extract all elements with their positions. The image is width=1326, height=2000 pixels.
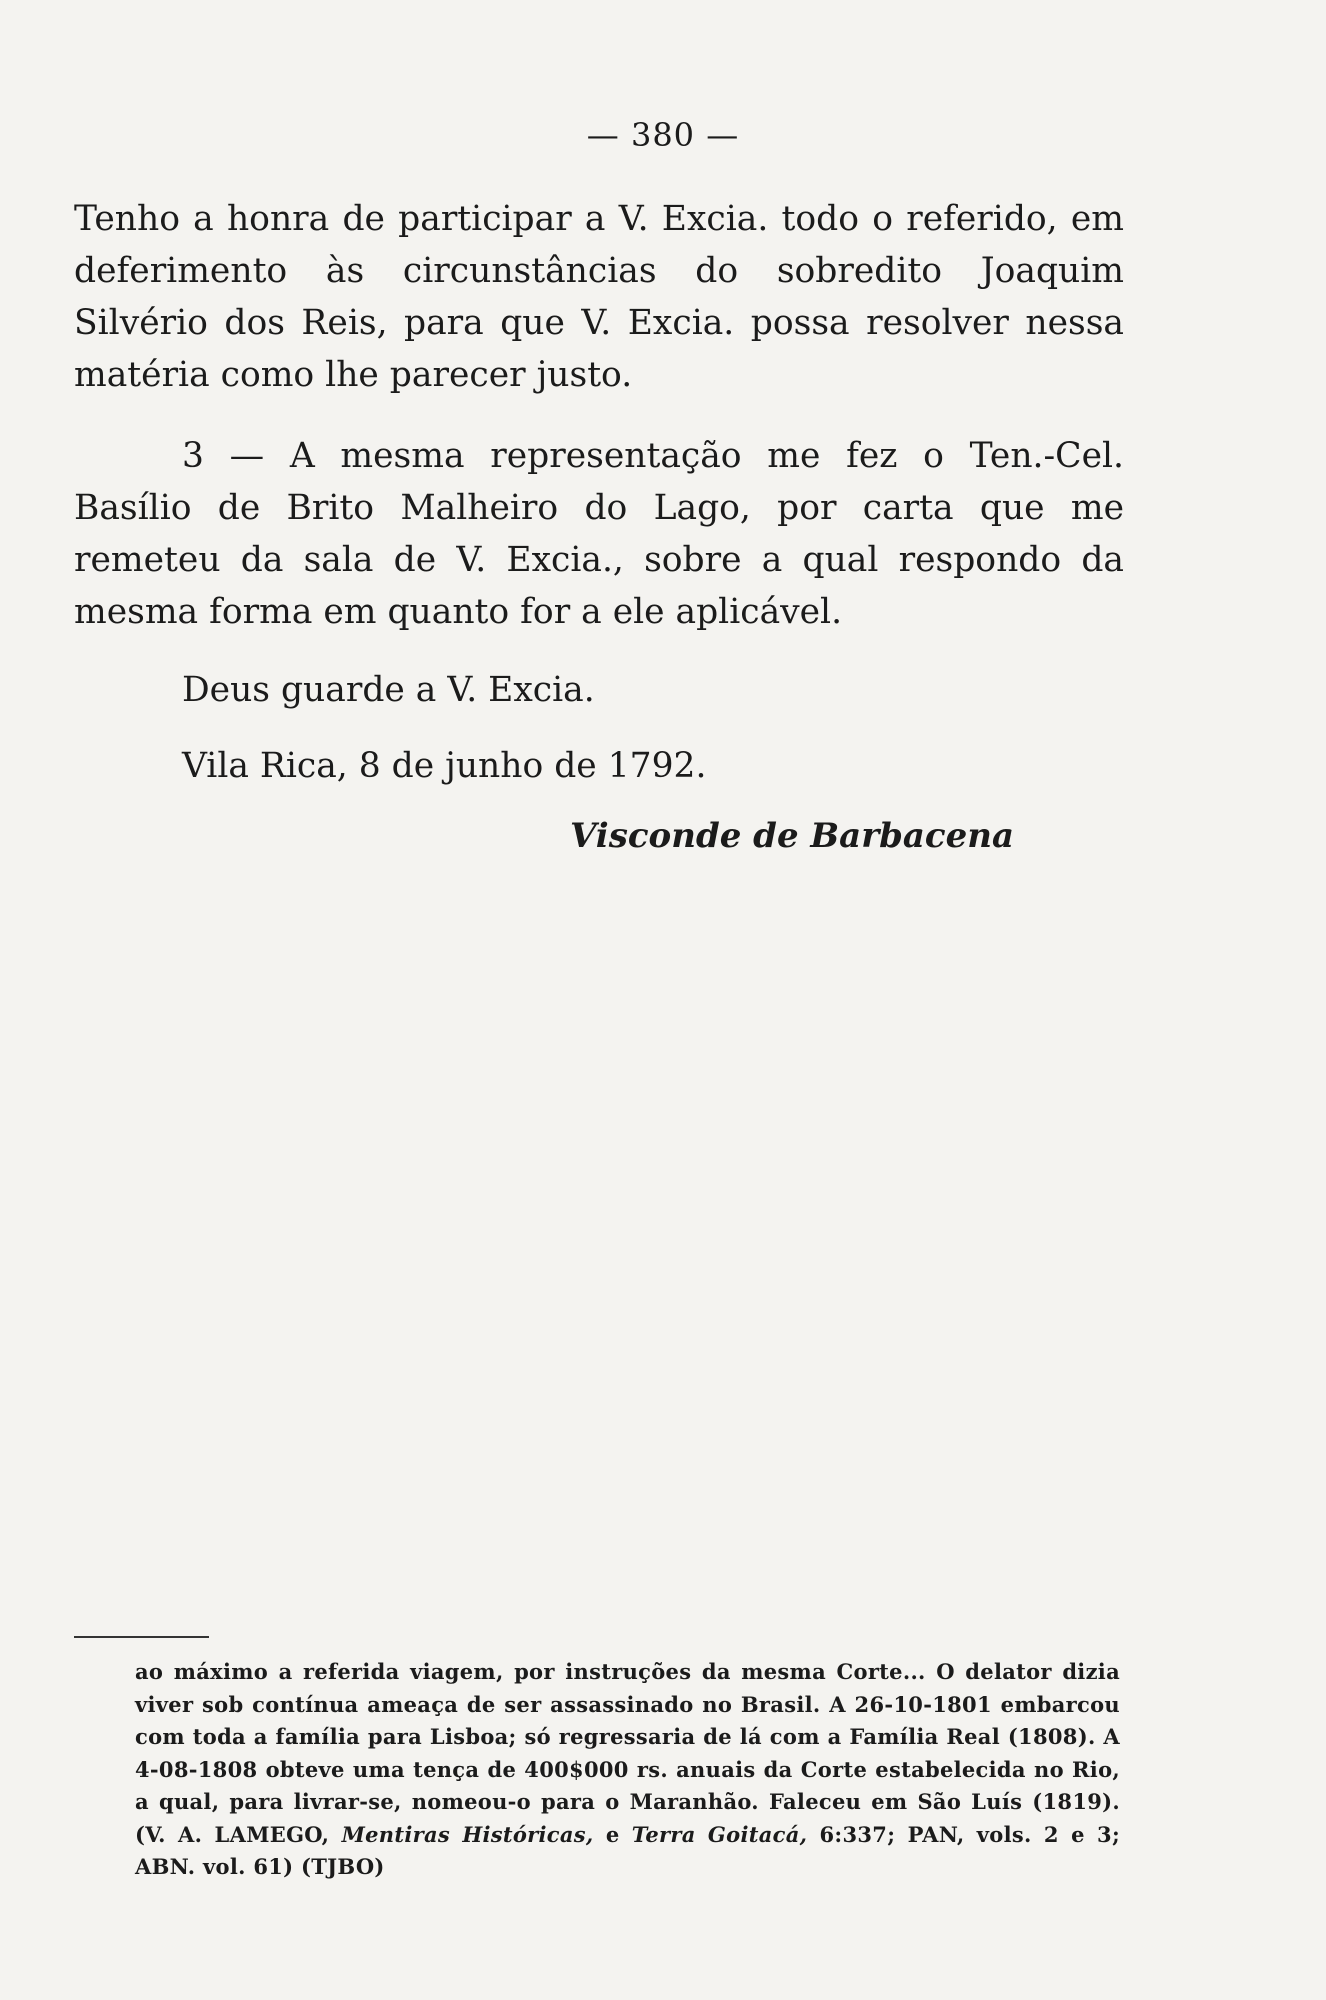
paragraph-2: 3 — A mesma representação me fez o Ten.-Cel. Basílio de Brito Malheiro do Lago, por carta que me remeteu da sala de V. Excia., sobre a qual respondo da mesma forma em quanto for a ele aplicável. — [74, 436, 1124, 632]
footnote-text-3: 6:337; PAN, vols. 2 e 3; ABN. vol. 61) (TJBO) — [135, 1821, 1121, 1879]
footnote-title-2: Terra Goitacá, — [631, 1821, 808, 1847]
footnote-divider — [74, 1636, 209, 1638]
footnote-text-1: ao máximo a referida viagem, por instruções da mesma Corte... O delator dizia viver sob contínua ameaça de ser assassinado no Brasil. A 26-10-1801 embarcou com toda a família para Lisboa; só regressaria de lá com a Família Real (1808). A 4-08-1808 obteve uma tença de 400$000 rs. anuais da Corte estabelecida no Rio, a qual, para livrar-se, nomeou-o para o Maranhão. Faleceu em São Luís (1819). (V. A. LAMEGO, — [135, 1659, 1120, 1847]
page-number: — 380 — — [586, 116, 740, 154]
paragraph-1: Tenho a honra de participar a V. Excia. todo o referido, em deferimento às circunstâncias do sobredito Joaquim Silvério dos Reis, para que V. Excia. possa resolver nessa matéria como lhe parecer justo. — [74, 199, 1124, 395]
date-line: Vila Rica, 8 de junho de 1792. — [182, 746, 707, 786]
footnote — [135, 1656, 1120, 1884]
footnote-title-1: Mentiras Históricas, — [341, 1821, 594, 1847]
footnote-text-2: e — [593, 1821, 632, 1847]
closing-line: Deus guarde a V. Excia. — [182, 670, 595, 710]
signature: Visconde de Barbacena — [570, 816, 1014, 856]
